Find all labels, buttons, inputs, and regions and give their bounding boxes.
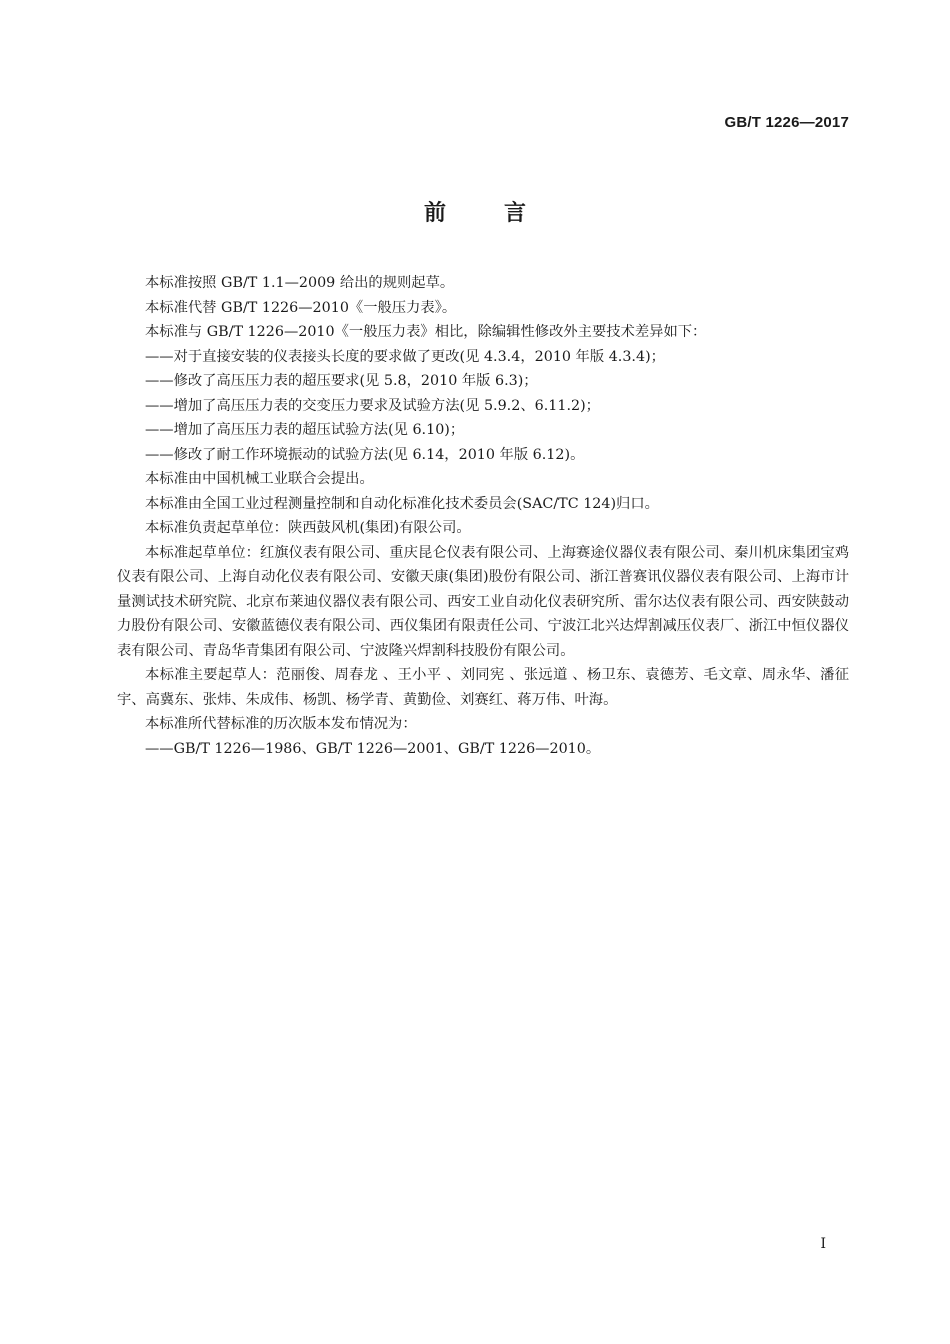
foreword-body <box>117 271 849 761</box>
page-title: 前言 <box>423 201 584 226</box>
standard-code: GB/T 1226—2017 <box>724 114 849 131</box>
list-item-difference: ——修改了耐工作环境振动的试验方法(见 6.14，2010 年版 6.12)。 <box>145 446 585 463</box>
page-number: Ⅰ <box>820 1236 826 1252</box>
paragraph-history-intro: 本标准所代替标准的历次版本发布情况为： <box>145 716 417 732</box>
paragraph-differences-intro: 本标准与 GB/T 1226—2010《一般压力表》相比，除编辑性修改外主要技术差异如下： <box>145 324 707 340</box>
list-item-difference: ——修改了高压压力表的超压要求(见 5.8，2010 年版 6.3)； <box>145 373 538 389</box>
list-item-history: ——GB/T 1226—1986、GB/T 1226—2001、GB/T 1226—2010。 <box>145 740 601 757</box>
paragraph-replaces: 本标准代替 GB/T 1226—2010《一般压力表》。 <box>145 299 457 316</box>
paragraph-drafting-units: 本标准起草单位：红旗仪表有限公司、重庆昆仑仪表有限公司、上海赛途仪器仪表有限公司、秦川机床集团宝鸡仪表有限公司、上海自动化仪表有限公司、安徽天康(集团)股份有限公司、浙江普赛讯仪器仪表有限公司、上海市计量测试技术研究院、北京布莱迪仪器仪表有限公司、西安工业自动化仪表研究所、雷尔达仪表有限公司、西安陕鼓动力股份有限公司、安徽蓝德仪表有限公司、西仪集团有限责任公司、宁波江北兴达焊割减压仪表厂、浙江中恒仪器仪表有限公司、青岛华青集团有限公司、宁波隆兴焊割科技股份有限公司。 <box>117 544 849 659</box>
paragraph-drafters: 本标准主要起草人：范丽俊、周春龙 、王小平 、刘同宪 、张远道 、杨卫东、袁德芳、毛文章、周永华、潘征宇、高冀东、张炜、朱成伟、杨凯、杨学青、黄勤俭、刘赛红、蒋万伟、叶海。 <box>117 667 849 708</box>
paragraph-lead-drafter: 本标准负责起草单位：陕西鼓风机(集团)有限公司。 <box>145 520 471 536</box>
paragraph-proposer: 本标准由中国机械工业联合会提出。 <box>145 471 374 487</box>
paragraph-committee: 本标准由全国工业过程测量控制和自动化标准化技术委员会(SAC/TC 124)归口。 <box>145 495 659 512</box>
paragraph-drafting-rules: 本标准按照 GB/T 1.1—2009 给出的规则起草。 <box>145 275 455 291</box>
list-item-difference: ——对于直接安装的仪表接头长度的要求做了更改(见 4.3.4，2010 年版 4.3.4)； <box>145 348 665 365</box>
list-item-difference: ——增加了高压压力表的交变压力要求及试验方法(见 5.9.2、6.11.2)； <box>145 397 600 414</box>
list-item-difference: ——增加了高压压力表的超压试验方法(见 6.10)； <box>145 422 465 438</box>
